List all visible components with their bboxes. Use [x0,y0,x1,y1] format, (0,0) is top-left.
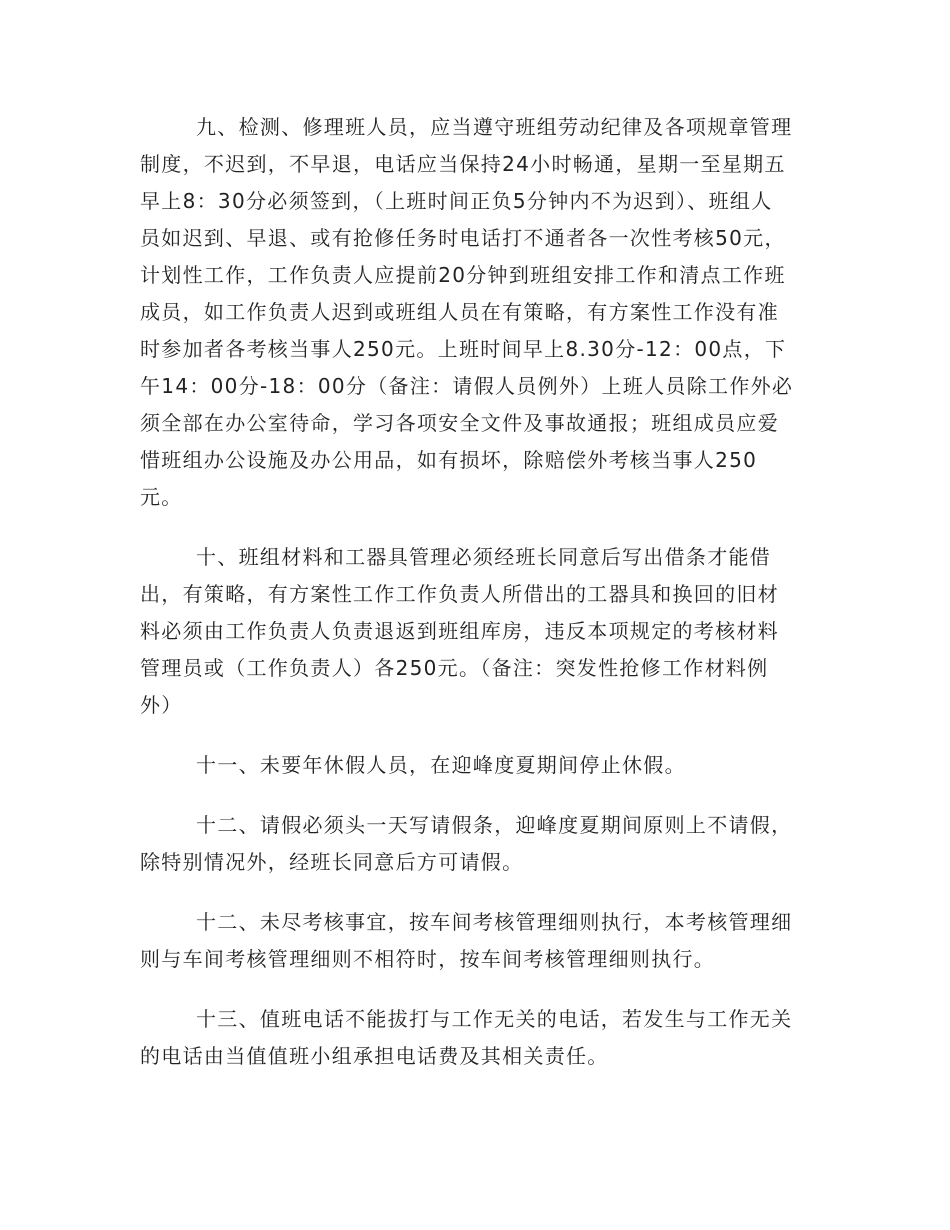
text-line: 十一、未要年休假人员，在迎峰度夏期间停止休假。 [196,753,686,777]
paragraph-9 [140,109,812,516]
text-line: 十二、未尽考核事宜，按车间考核管理细则执行，本考核管理细 [196,910,793,934]
document-body [140,109,812,1098]
text-line: 十、班组材料和工器具管理必须经班长同意后写出借条才能借 [196,545,772,569]
text-line: 外） [140,693,183,717]
text-line: 元。 [140,485,183,509]
text-line: 十三、值班电话不能拔打与工作无关的电话，若发生与工作无关 [196,1007,793,1031]
paragraph-13 [140,1001,812,1075]
paragraph-11 [140,747,812,784]
text-line: 料必须由工作负责人负责退返到班组库房，违反本项规定的考核材料 [140,619,779,643]
text-line: 制度，不迟到，不早退，电话应当保持24小时畅通，星期一至星期五 [140,152,786,176]
text-line: 员如迟到、早退、或有抢修任务时电话打不通者各一次性考核50元， [140,226,786,250]
text-line: 早上8：30分必须签到，（上班时间正负5分钟内不为迟到）、班组人 [140,189,773,213]
paragraph-10 [140,539,812,724]
text-line: 成员，如工作负责人迟到或班组人员在有策略，有方案性工作没有准 [140,300,779,324]
paragraph-12-leave [140,807,812,881]
text-line: 时参加者各考核当事人250元。上班时间早上8.30分-12：00点，下 [140,337,787,361]
text-line: 的电话由当值值班小组承担电话费及其相关责任。 [140,1044,609,1068]
text-line: 午14：00分-18：00分（备注：请假人员例外）上班人员除工作外必 [140,374,794,398]
paragraph-12-assessment [140,904,812,978]
text-line: 出，有策略，有方案性工作工作负责人所借出的工器具和换回的旧材 [140,582,779,606]
text-line: 计划性工作，工作负责人应提前20分钟到班组安排工作和清点工作班 [140,263,786,287]
text-line: 则与车间考核管理细则不相符时，按车间考核管理细则执行。 [140,947,716,971]
text-line: 须全部在办公室待命，学习各项安全文件及事故通报；班组成员应爱 [140,411,779,435]
text-line: 除特别情况外，经班长同意后方可请假。 [140,850,524,874]
text-line: 管理员或（工作负责人）各250元。（备注：突发性抢修工作材料例 [140,656,769,680]
text-line: 惜班组办公设施及办公用品，如有损坏，除赔偿外考核当事人250 [140,448,758,472]
text-line: 九、检测、修理班人员，应当遵守班组劳动纪律及各项规章管理 [196,115,793,139]
text-line: 十二、请假必须头一天写请假条，迎峰度夏期间原则上不请假， [196,813,793,837]
